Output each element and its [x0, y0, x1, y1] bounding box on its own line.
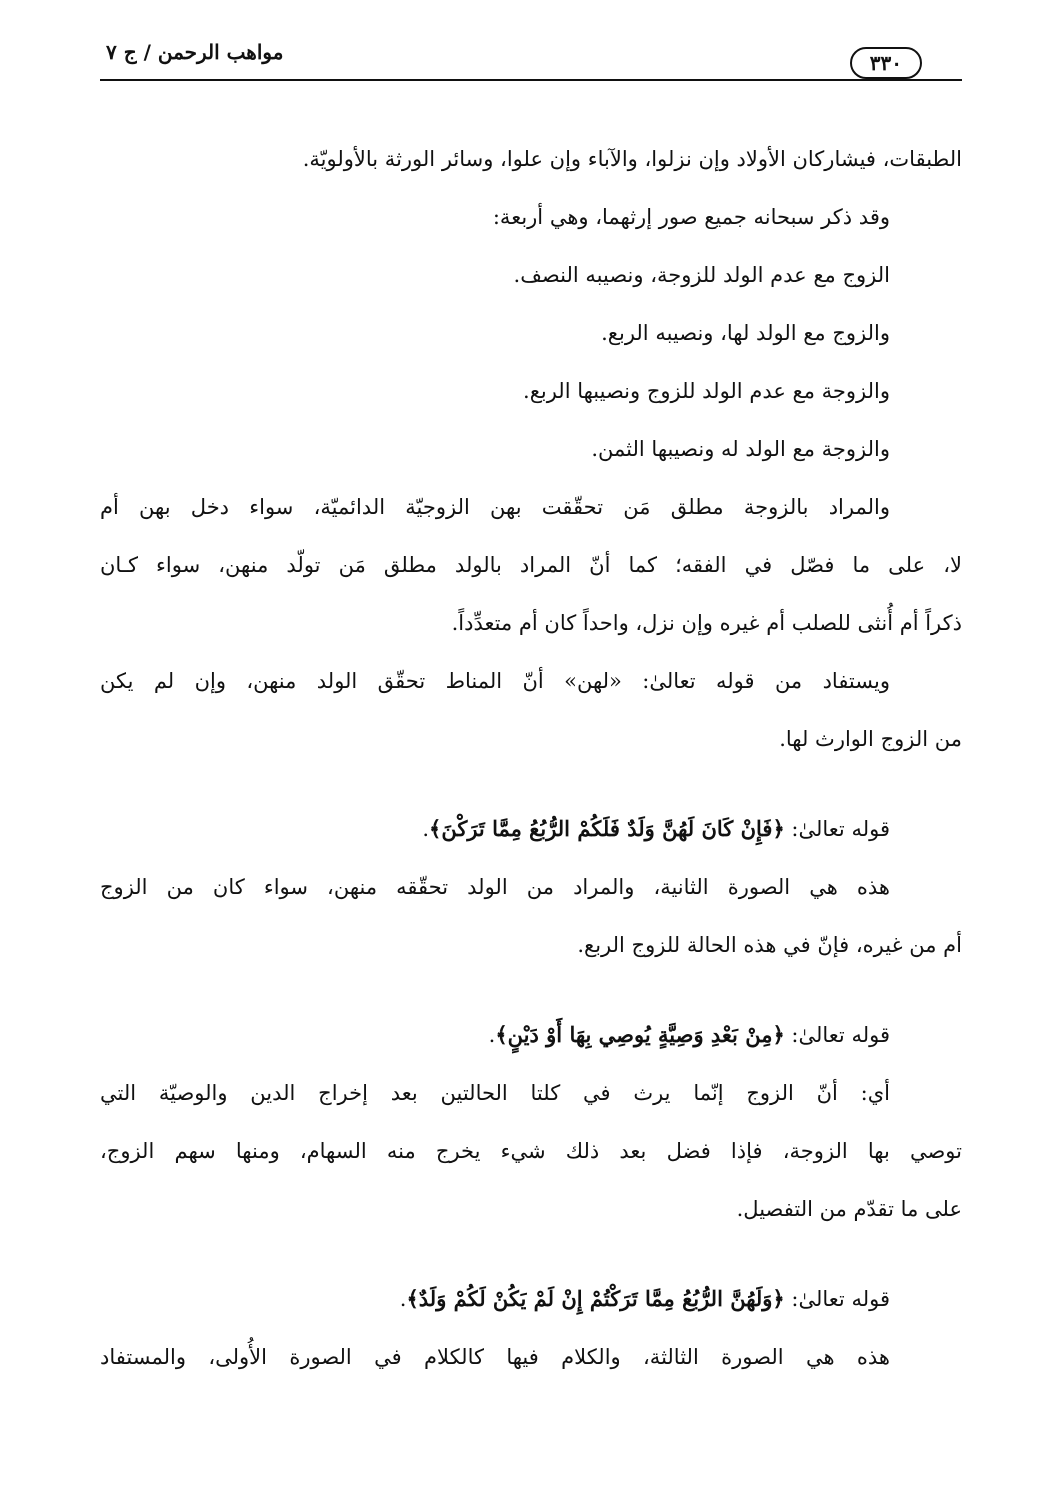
- verse-tail: .: [488, 1023, 496, 1047]
- text-line: الزوج مع عدم الولد للزوجة، ونصيبه النصف.: [513, 263, 890, 287]
- verse-lead: قوله تعالىٰ:: [784, 817, 890, 841]
- page-number: ٣٣٠: [850, 47, 922, 79]
- verse-tail: .: [422, 817, 430, 841]
- page-body: [100, 130, 962, 1386]
- section-gap: [100, 974, 962, 1006]
- section-gap: [100, 1238, 962, 1270]
- text-line: لا، على ما فصّل في الفقه؛ كما أنّ المراد بالولد مطلق مَن تولّد منهن، سواء كـان: [100, 553, 962, 577]
- text-line: والمراد بالزوجة مطلق مَن تحقّقت بهن الزوجيّة الدائميّة، سواء دخل بهن أم: [100, 495, 890, 519]
- text-line: على ما تقدّم من التفصيل.: [736, 1197, 962, 1221]
- text-line: هذه هي الصورة الثانية، والمراد من الولد تحقّقه منهن، سواء كان من الزوج: [100, 875, 890, 899]
- verse-heading: [100, 800, 962, 858]
- header-rule: [100, 79, 962, 81]
- text-line: الطبقات، فيشاركان الأولاد وإن نزلوا، والآباء وإن علوا، وسائر الورثة بالأولويّة.: [302, 147, 962, 171]
- verse-heading: [100, 1270, 962, 1328]
- text-line: توصي بها الزوجة، فإذا فضل بعد ذلك شيء يخرج منه السهام، ومنها سهم الزوج،: [100, 1139, 962, 1163]
- text-line: وقد ذكر سبحانه جميع صور إرثهما، وهي أربعة:: [492, 205, 890, 229]
- verse-tail: .: [399, 1287, 407, 1311]
- text-line: والزوجة مع عدم الولد للزوج ونصيبها الربع.: [523, 379, 890, 403]
- text-line: والزوجة مع الولد له ونصيبها الثمن.: [591, 437, 890, 461]
- section-gap: [100, 768, 962, 800]
- verse-heading: [100, 1006, 962, 1064]
- text-line: والزوج مع الولد لها، ونصيبه الربع.: [601, 321, 890, 345]
- text-line: أي: أنّ الزوج إنّما يرث في كلتا الحالتين بعد إخراج الدين والوصيّة التي: [100, 1081, 890, 1105]
- text-line: ويستفاد من قوله تعالىٰ: «لهن» أنّ المناط تحقّق الولد منهن، وإن لم يكن: [100, 669, 890, 693]
- text-line: هذه هي الصورة الثالثة، والكلام فيها كالكلام في الصورة الأُولى، والمستفاد: [100, 1345, 890, 1369]
- text-line: ذكراً أم أُنثى للصلب أم غيره وإن نزل، واحداً كان أم متعدِّداً.: [451, 611, 962, 635]
- verse-lead: قوله تعالىٰ:: [784, 1287, 890, 1311]
- quran-verse: ﴿مِنْ بَعْدِ وَصِيَّةٍ يُوصِي بِهَا أَوْ دَيْنٍ﴾: [495, 1022, 785, 1047]
- quran-verse: ﴿وَلَهُنَّ الرُّبُعُ مِمَّا تَرَكْتُمْ إِنْ لَمْ يَكُنْ لَكُمْ وَلَدٌ﴾: [406, 1286, 785, 1311]
- text-line: أم من غيره، فإنّ في هذه الحالة للزوج الربع.: [577, 933, 962, 957]
- page-header: [100, 40, 962, 90]
- running-title: مواهب الرحمن / ج ٧: [100, 40, 283, 64]
- text-line: من الزوج الوارث لها.: [779, 727, 962, 751]
- verse-lead: قوله تعالىٰ:: [784, 1023, 890, 1047]
- quran-verse: ﴿فَإِنْ كَانَ لَهُنَّ وَلَدٌ فَلَكُمْ الرُّبُعُ مِمَّا تَرَكْنَ﴾: [429, 816, 785, 841]
